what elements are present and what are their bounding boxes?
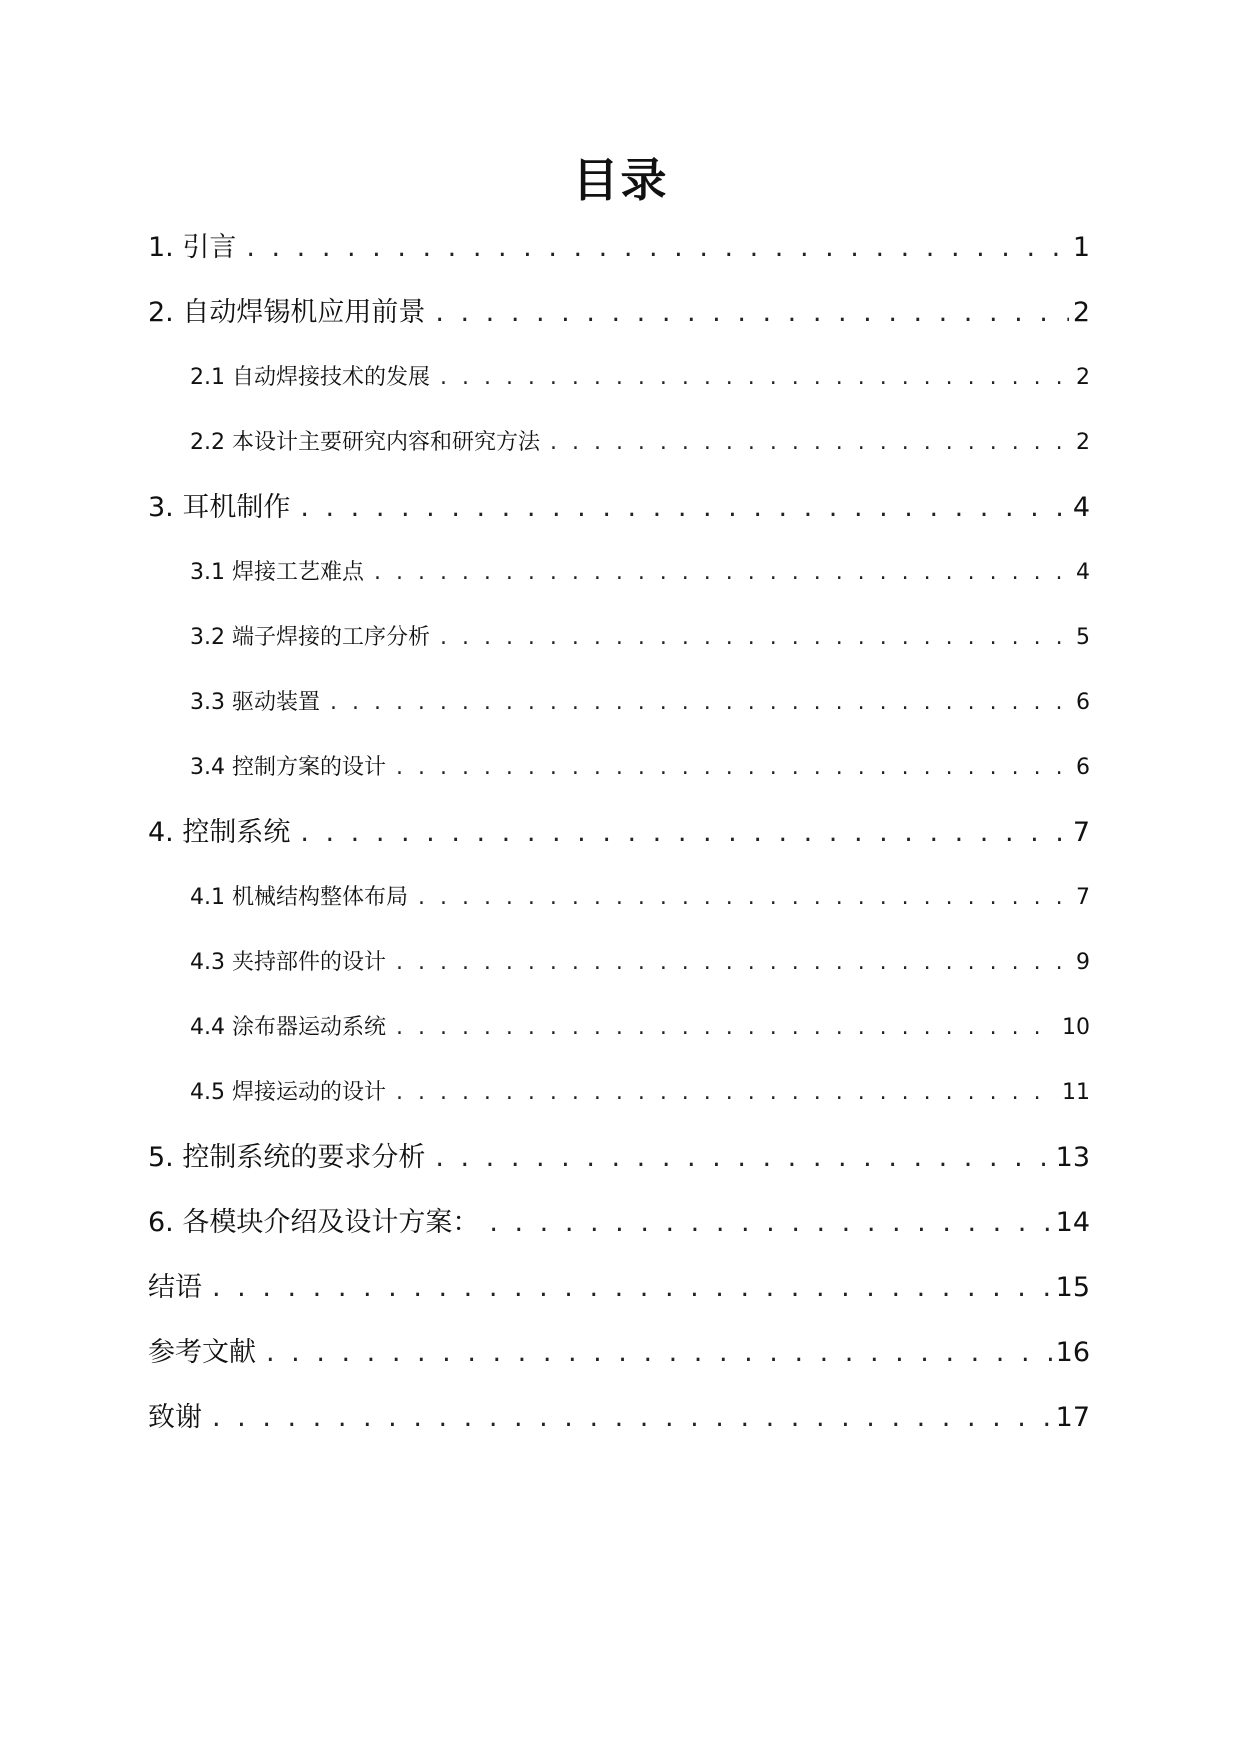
toc-entry-page: 9 <box>1076 950 1090 975</box>
dot-leader <box>330 670 1072 735</box>
toc-entry[interactable] <box>148 800 1090 865</box>
dot-leader <box>396 1060 1058 1125</box>
dot-leader <box>300 475 1068 540</box>
toc-entry-label: 3. 耳机制作 <box>148 492 291 523</box>
dot-leader <box>396 930 1072 995</box>
toc-entry-page: 10 <box>1062 1015 1090 1040</box>
toc-entry[interactable] <box>148 1190 1090 1255</box>
toc-entry[interactable] <box>148 345 1090 410</box>
toc-entry-label: 2.2 本设计主要研究内容和研究方法 <box>190 430 540 455</box>
toc-entry-label: 3.1 焊接工艺难点 <box>190 560 364 585</box>
dot-leader <box>246 215 1068 280</box>
toc-entry[interactable] <box>148 540 1090 605</box>
toc-title: 目录 <box>572 153 669 207</box>
toc-entry-label: 3.3 驱动装置 <box>190 690 320 715</box>
toc-entry-page: 5 <box>1076 625 1090 650</box>
toc-entry-page: 16 <box>1055 1337 1090 1368</box>
toc-entry[interactable] <box>148 865 1090 930</box>
toc-entry[interactable] <box>148 1125 1090 1190</box>
toc-entry-page: 7 <box>1076 885 1090 910</box>
toc-entry-label: 参考文献 <box>148 1337 256 1368</box>
toc-entry[interactable] <box>148 735 1090 800</box>
toc-entry-page: 2 <box>1072 297 1090 328</box>
toc-entry-page: 4 <box>1076 560 1090 585</box>
toc-entry-label: 1. 引言 <box>148 232 237 263</box>
toc-entry-label: 4.4 涂布器运动系统 <box>190 1015 386 1040</box>
toc-entry-page: 7 <box>1072 817 1090 848</box>
toc-entry[interactable] <box>148 995 1090 1060</box>
dot-leader <box>440 605 1072 670</box>
dot-leader <box>435 1125 1051 1190</box>
dot-leader <box>435 280 1068 345</box>
toc-entry-page: 6 <box>1076 755 1090 780</box>
toc-entry[interactable] <box>148 1320 1090 1385</box>
toc-entry-page: 14 <box>1055 1207 1090 1238</box>
toc-entry-page: 6 <box>1076 690 1090 715</box>
toc-entry-page: 15 <box>1055 1272 1090 1303</box>
toc-list <box>148 215 1090 1450</box>
dot-leader <box>212 1385 1052 1450</box>
toc-entry-page: 17 <box>1055 1402 1090 1433</box>
toc-entry-label: 3.2 端子焊接的工序分析 <box>190 625 430 650</box>
toc-entry[interactable] <box>148 410 1090 475</box>
toc-entry-label: 4.1 机械结构整体布局 <box>190 885 408 910</box>
toc-entry-page: 11 <box>1062 1080 1090 1105</box>
toc-entry-label: 3.4 控制方案的设计 <box>190 755 386 780</box>
dot-leader <box>266 1320 1052 1385</box>
toc-entry-label: 4.3 夹持部件的设计 <box>190 950 386 975</box>
toc-entry-label: 6. 各模块介绍及设计方案： <box>148 1207 480 1238</box>
dot-leader <box>550 410 1072 475</box>
toc-entry-label: 结语 <box>148 1272 202 1303</box>
dot-leader <box>418 865 1072 930</box>
dot-leader <box>489 1190 1051 1255</box>
toc-entry-page: 13 <box>1055 1142 1090 1173</box>
toc-entry-page: 4 <box>1072 492 1090 523</box>
dot-leader <box>212 1255 1052 1320</box>
toc-entry[interactable] <box>148 605 1090 670</box>
toc-entry-label: 致谢 <box>148 1402 202 1433</box>
toc-entry[interactable] <box>148 930 1090 995</box>
dot-leader <box>374 540 1072 605</box>
toc-entry[interactable] <box>148 1060 1090 1125</box>
toc-entry-page: 2 <box>1076 365 1090 390</box>
toc-entry[interactable] <box>148 1385 1090 1450</box>
dot-leader <box>396 995 1058 1060</box>
dot-leader <box>300 800 1068 865</box>
toc-entry[interactable] <box>148 1255 1090 1320</box>
toc-entry-page: 2 <box>1076 430 1090 455</box>
toc-entry-label: 5. 控制系统的要求分析 <box>148 1142 426 1173</box>
toc-entry-label: 4.5 焊接运动的设计 <box>190 1080 386 1105</box>
toc-entry[interactable] <box>148 280 1090 345</box>
dot-leader <box>396 735 1072 800</box>
dot-leader <box>440 345 1072 410</box>
toc-entry-label: 2. 自动焊锡机应用前景 <box>148 297 426 328</box>
toc-entry[interactable] <box>148 215 1090 280</box>
toc-entry-label: 2.1 自动焊接技术的发展 <box>190 365 430 390</box>
toc-entry[interactable] <box>148 475 1090 540</box>
toc-entry-label: 4. 控制系统 <box>148 817 291 848</box>
toc-entry[interactable] <box>148 670 1090 735</box>
toc-entry-page: 1 <box>1072 232 1090 263</box>
